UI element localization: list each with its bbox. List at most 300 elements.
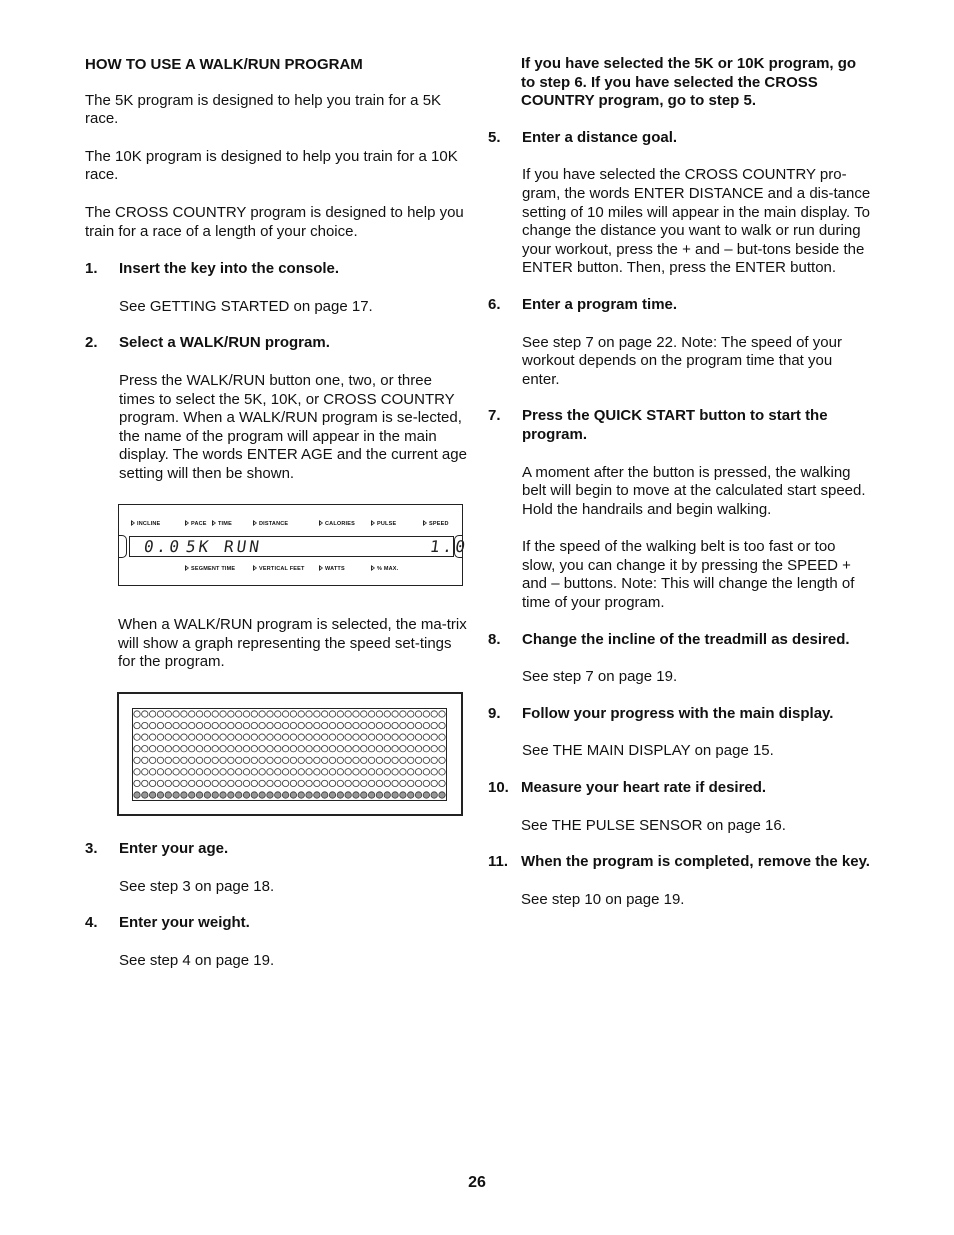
matrix-led bbox=[408, 757, 414, 763]
matrix-led bbox=[243, 780, 249, 786]
step-6 bbox=[488, 296, 873, 315]
matrix-led-lit bbox=[196, 792, 202, 798]
matrix-led bbox=[345, 722, 351, 728]
matrix-led bbox=[235, 722, 241, 728]
matrix-led bbox=[196, 757, 202, 763]
matrix-led bbox=[282, 722, 288, 728]
matrix-led bbox=[361, 757, 367, 763]
matrix-led bbox=[337, 757, 343, 763]
display-label-pace: PACE bbox=[185, 520, 207, 528]
matrix-led bbox=[165, 769, 171, 775]
matrix-led-lit bbox=[204, 792, 210, 798]
matrix-led bbox=[298, 722, 304, 728]
matrix-led bbox=[431, 757, 437, 763]
step-body: See THE MAIN DISPLAY on page 15. bbox=[522, 742, 774, 760]
matrix-led bbox=[235, 757, 241, 763]
intro-5k: The 5K program is designed to help you train for a 5K race. bbox=[85, 91, 442, 128]
matrix-led bbox=[408, 769, 414, 775]
matrix-led bbox=[329, 734, 335, 740]
matrix-led bbox=[134, 769, 140, 775]
display-label-vertical-feet: VERTICAL FEET bbox=[253, 565, 305, 573]
matrix-led-lit bbox=[134, 792, 140, 798]
matrix-led bbox=[282, 780, 288, 786]
matrix-led bbox=[329, 722, 335, 728]
matrix-led bbox=[275, 711, 281, 717]
matrix-led bbox=[361, 746, 367, 752]
matrix-led bbox=[400, 757, 406, 763]
matrix-led bbox=[439, 757, 445, 763]
matrix-led bbox=[290, 711, 296, 717]
matrix-led bbox=[321, 734, 327, 740]
matrix-led bbox=[290, 780, 296, 786]
matrix-led bbox=[400, 746, 406, 752]
display-label-calories: CALORIES bbox=[319, 520, 355, 528]
matrix-led bbox=[165, 757, 171, 763]
matrix-led bbox=[181, 711, 187, 717]
matrix-led bbox=[345, 769, 351, 775]
step-number: 4. bbox=[85, 914, 98, 932]
matrix-led bbox=[259, 734, 265, 740]
matrix-led bbox=[173, 746, 179, 752]
matrix-led-lit bbox=[384, 792, 390, 798]
matrix-led-lit bbox=[157, 792, 163, 798]
matrix-led bbox=[173, 722, 179, 728]
step-title: Follow your progress with the main display. bbox=[522, 704, 834, 722]
matrix-led bbox=[415, 711, 421, 717]
matrix-led bbox=[142, 722, 148, 728]
matrix-led bbox=[181, 757, 187, 763]
matrix-led bbox=[384, 746, 390, 752]
matrix-led bbox=[134, 722, 140, 728]
matrix-led bbox=[243, 722, 249, 728]
matrix-led bbox=[189, 757, 195, 763]
matrix-led bbox=[212, 757, 218, 763]
matrix-led-lit bbox=[376, 792, 382, 798]
matrix-led-lit bbox=[251, 792, 257, 798]
matrix-led bbox=[259, 746, 265, 752]
step-title: Enter a distance goal. bbox=[522, 128, 678, 146]
matrix-led bbox=[353, 722, 359, 728]
matrix-led bbox=[267, 734, 273, 740]
step-title: Measure your heart rate if desired. bbox=[521, 779, 767, 797]
matrix-led-lit bbox=[165, 792, 171, 798]
matrix-led bbox=[392, 711, 398, 717]
matrix-led bbox=[235, 769, 241, 775]
matrix-led bbox=[275, 769, 281, 775]
matrix-led bbox=[321, 711, 327, 717]
matrix-led bbox=[392, 734, 398, 740]
matrix-led bbox=[368, 734, 374, 740]
matrix-led bbox=[259, 780, 265, 786]
matrix-led bbox=[165, 734, 171, 740]
matrix-led bbox=[204, 780, 210, 786]
matrix-led bbox=[165, 722, 171, 728]
step-body: See step 4 on page 19. bbox=[119, 951, 275, 969]
matrix-led bbox=[408, 722, 414, 728]
matrix-led bbox=[157, 769, 163, 775]
matrix-led bbox=[361, 722, 367, 728]
matrix-led bbox=[415, 780, 421, 786]
display-label-distance: DISTANCE bbox=[253, 520, 288, 528]
main-display-figure bbox=[118, 504, 470, 586]
step-1 bbox=[85, 260, 470, 279]
display-label-pulse: PULSE bbox=[371, 520, 396, 528]
matrix-led bbox=[220, 734, 226, 740]
matrix-led bbox=[423, 757, 429, 763]
matrix-led bbox=[439, 746, 445, 752]
step-body: See step 10 on page 19. bbox=[521, 890, 685, 908]
matrix-led bbox=[415, 722, 421, 728]
matrix-led bbox=[173, 780, 179, 786]
matrix-led bbox=[173, 711, 179, 717]
display-label-segment-time: SEGMENT TIME bbox=[185, 565, 235, 573]
matrix-led bbox=[204, 722, 210, 728]
matrix-led-lit bbox=[243, 792, 249, 798]
matrix-led-lit bbox=[306, 792, 312, 798]
matrix-led bbox=[149, 757, 155, 763]
step-title: Press the QUICK START button to start the program. bbox=[522, 407, 828, 443]
step-number: 5. bbox=[488, 128, 501, 146]
step-2 bbox=[85, 334, 470, 353]
matrix-led bbox=[376, 734, 382, 740]
matrix-led bbox=[173, 734, 179, 740]
matrix-led-lit bbox=[314, 792, 320, 798]
step-title: Select a WALK/RUN program. bbox=[119, 334, 330, 352]
matrix-led-lit bbox=[439, 792, 445, 798]
matrix-led bbox=[142, 757, 148, 763]
step-title: Change the incline of the treadmill as desired. bbox=[522, 630, 850, 648]
matrix-led bbox=[384, 711, 390, 717]
matrix-led bbox=[337, 734, 343, 740]
matrix-led bbox=[329, 769, 335, 775]
display-label-incline: INCLINE bbox=[131, 520, 160, 528]
display-label-time: TIME bbox=[212, 520, 232, 528]
matrix-led bbox=[298, 746, 304, 752]
matrix-led-lit bbox=[189, 792, 195, 798]
matrix-led bbox=[134, 757, 140, 763]
matrix-led bbox=[368, 769, 374, 775]
matrix-led bbox=[439, 769, 445, 775]
matrix-led bbox=[384, 722, 390, 728]
matrix-led bbox=[275, 734, 281, 740]
matrix-led bbox=[400, 722, 406, 728]
step-body: Press the WALK/RUN button one, two, or three times to select the 5K, 10K, or CROSS COUNTRY program. When a WALK/RUN program is se-lected, the name of the program will appear in the main display. The words ENTER AGE and the current age setting will then be shown. bbox=[119, 371, 467, 482]
lcd-value-right: 1.0 bbox=[428, 537, 470, 556]
matrix-led bbox=[368, 746, 374, 752]
matrix-led bbox=[267, 711, 273, 717]
matrix-led bbox=[149, 769, 155, 775]
matrix-display-figure bbox=[117, 692, 463, 816]
matrix-led bbox=[392, 757, 398, 763]
matrix-led bbox=[142, 769, 148, 775]
matrix-led bbox=[228, 780, 234, 786]
matrix-led bbox=[212, 769, 218, 775]
matrix-led bbox=[353, 757, 359, 763]
step-3 bbox=[85, 840, 470, 859]
matrix-led bbox=[142, 734, 148, 740]
matrix-led bbox=[321, 722, 327, 728]
matrix-led bbox=[314, 711, 320, 717]
matrix-led bbox=[298, 711, 304, 717]
matrix-led bbox=[439, 722, 445, 728]
matrix-led bbox=[321, 769, 327, 775]
matrix-led bbox=[189, 780, 195, 786]
matrix-led bbox=[321, 746, 327, 752]
matrix-led bbox=[423, 780, 429, 786]
matrix-led bbox=[282, 746, 288, 752]
matrix-led bbox=[149, 780, 155, 786]
matrix-led bbox=[165, 780, 171, 786]
step-body: See step 3 on page 18. bbox=[119, 877, 275, 895]
matrix-led bbox=[189, 746, 195, 752]
matrix-led bbox=[235, 746, 241, 752]
matrix-led bbox=[142, 746, 148, 752]
matrix-led bbox=[408, 780, 414, 786]
matrix-led bbox=[431, 780, 437, 786]
matrix-led bbox=[353, 734, 359, 740]
matrix-led bbox=[189, 722, 195, 728]
matrix-led bbox=[329, 757, 335, 763]
matrix-led-lit bbox=[228, 792, 234, 798]
matrix-led-lit bbox=[337, 792, 343, 798]
matrix-led bbox=[384, 780, 390, 786]
matrix-led bbox=[235, 734, 241, 740]
matrix-led bbox=[204, 746, 210, 752]
matrix-led bbox=[149, 746, 155, 752]
matrix-led bbox=[173, 769, 179, 775]
matrix-led bbox=[181, 746, 187, 752]
matrix-led bbox=[408, 711, 414, 717]
left-column-lower bbox=[85, 840, 470, 970]
matrix-led bbox=[204, 757, 210, 763]
matrix-led bbox=[228, 757, 234, 763]
matrix-led bbox=[243, 734, 249, 740]
matrix-led bbox=[415, 734, 421, 740]
matrix-led bbox=[439, 780, 445, 786]
matrix-led bbox=[157, 780, 163, 786]
display-label-percent-max: % MAX. bbox=[371, 565, 398, 573]
matrix-led bbox=[235, 711, 241, 717]
matrix-led bbox=[431, 746, 437, 752]
matrix-led bbox=[220, 711, 226, 717]
matrix-led bbox=[306, 769, 312, 775]
matrix-led bbox=[142, 711, 148, 717]
matrix-led bbox=[314, 757, 320, 763]
matrix-led bbox=[243, 746, 249, 752]
matrix-led bbox=[212, 734, 218, 740]
matrix-led bbox=[314, 769, 320, 775]
matrix-led bbox=[368, 757, 374, 763]
matrix-led bbox=[251, 769, 257, 775]
matrix-led bbox=[361, 769, 367, 775]
matrix-led bbox=[306, 711, 312, 717]
step-body: If you have selected the CROSS COUNTRY pro-gram, the words ENTER DISTANCE and a dis-tance setting of 10 miles will appear in the main display. To change the distance you want to walk or run during your workout, press the + and – but-tons beside the ENTER button. Then, press the ENTER button. bbox=[522, 166, 871, 277]
lcd-screen bbox=[129, 536, 470, 557]
intro-cross-country: The CROSS COUNTRY program is designed to help you train for a race of a length of your choice. bbox=[85, 203, 464, 240]
matrix-led bbox=[267, 722, 273, 728]
matrix-led bbox=[329, 780, 335, 786]
matrix-led bbox=[298, 734, 304, 740]
matrix-led bbox=[384, 769, 390, 775]
matrix-led bbox=[290, 757, 296, 763]
matrix-led bbox=[431, 711, 437, 717]
matrix-led bbox=[181, 780, 187, 786]
matrix-led bbox=[157, 734, 163, 740]
matrix-led bbox=[376, 769, 382, 775]
matrix-led bbox=[353, 769, 359, 775]
matrix-led bbox=[306, 780, 312, 786]
matrix-led bbox=[196, 711, 202, 717]
matrix-led bbox=[306, 734, 312, 740]
matrix-led bbox=[290, 734, 296, 740]
matrix-led bbox=[423, 711, 429, 717]
matrix-led bbox=[251, 746, 257, 752]
matrix-led bbox=[196, 734, 202, 740]
matrix-led bbox=[314, 780, 320, 786]
matrix-led bbox=[228, 769, 234, 775]
matrix-led bbox=[157, 711, 163, 717]
step-number: 10. bbox=[488, 779, 509, 797]
matrix-led bbox=[290, 722, 296, 728]
matrix-led bbox=[368, 780, 374, 786]
step-11 bbox=[488, 853, 873, 872]
matrix-led-lit bbox=[353, 792, 359, 798]
matrix-led bbox=[321, 780, 327, 786]
matrix-led bbox=[251, 722, 257, 728]
matrix-led bbox=[212, 746, 218, 752]
step-number: 7. bbox=[488, 407, 501, 425]
step-7 bbox=[488, 407, 873, 444]
matrix-led-lit bbox=[259, 792, 265, 798]
matrix-led bbox=[392, 746, 398, 752]
matrix-led bbox=[196, 780, 202, 786]
matrix-led bbox=[134, 734, 140, 740]
matrix-led bbox=[134, 746, 140, 752]
matrix-led bbox=[275, 757, 281, 763]
intro-10k: The 10K program is designed to help you train for a 10K race. bbox=[85, 147, 458, 184]
step-title: Enter a program time. bbox=[522, 295, 678, 313]
matrix-led-lit bbox=[173, 792, 179, 798]
lcd-right-bracket bbox=[454, 535, 462, 558]
display-label-speed: SPEED bbox=[423, 520, 449, 528]
step-number: 1. bbox=[85, 260, 98, 278]
matrix-led-lit bbox=[431, 792, 437, 798]
matrix-led bbox=[220, 722, 226, 728]
matrix-led-lit bbox=[368, 792, 374, 798]
matrix-led bbox=[400, 769, 406, 775]
lcd-left-bracket bbox=[119, 535, 127, 558]
matrix-led bbox=[431, 734, 437, 740]
matrix-led bbox=[298, 769, 304, 775]
matrix-led-lit bbox=[321, 792, 327, 798]
matrix-led-lit bbox=[345, 792, 351, 798]
matrix-led bbox=[243, 757, 249, 763]
matrix-led bbox=[181, 722, 187, 728]
matrix-led bbox=[353, 711, 359, 717]
step-body: See step 7 on page 22. Note: The speed of your workout depends on the program time that you enter. bbox=[522, 333, 842, 388]
step-number: 2. bbox=[85, 334, 98, 352]
matrix-led bbox=[345, 780, 351, 786]
matrix-led bbox=[267, 746, 273, 752]
step-body: See GETTING STARTED on page 17. bbox=[119, 297, 373, 315]
matrix-led-lit bbox=[361, 792, 367, 798]
matrix-led bbox=[157, 757, 163, 763]
matrix-led bbox=[275, 746, 281, 752]
matrix-led bbox=[204, 769, 210, 775]
matrix-led bbox=[376, 746, 382, 752]
matrix-led bbox=[298, 780, 304, 786]
matrix-led bbox=[189, 769, 195, 775]
matrix-led bbox=[282, 769, 288, 775]
matrix-led bbox=[134, 711, 140, 717]
section-heading: HOW TO USE A WALK/RUN PROGRAM bbox=[85, 56, 363, 73]
step-number: 11. bbox=[488, 853, 509, 871]
matrix-led-lit bbox=[400, 792, 406, 798]
matrix-led bbox=[290, 769, 296, 775]
matrix-led bbox=[376, 757, 382, 763]
matrix-led bbox=[376, 722, 382, 728]
matrix-led bbox=[290, 746, 296, 752]
matrix-description: When a WALK/RUN program is selected, the ma-trix will show a graph representing the speed set-tings for the program. bbox=[118, 616, 467, 671]
matrix-led-lit bbox=[220, 792, 226, 798]
step-number: 8. bbox=[488, 630, 501, 648]
matrix-led bbox=[243, 711, 249, 717]
matrix-led bbox=[431, 769, 437, 775]
matrix-led bbox=[204, 734, 210, 740]
matrix-led-lit bbox=[298, 792, 304, 798]
matrix-led-lit bbox=[329, 792, 335, 798]
matrix-led bbox=[251, 780, 257, 786]
matrix-led bbox=[368, 722, 374, 728]
matrix-led bbox=[149, 734, 155, 740]
matrix-led bbox=[228, 722, 234, 728]
matrix-led bbox=[251, 734, 257, 740]
matrix-led bbox=[204, 711, 210, 717]
matrix-led bbox=[149, 711, 155, 717]
step-8 bbox=[488, 631, 873, 650]
matrix-led bbox=[259, 769, 265, 775]
matrix-led bbox=[337, 769, 343, 775]
matrix-led bbox=[267, 769, 273, 775]
matrix-led bbox=[212, 780, 218, 786]
matrix-led bbox=[439, 734, 445, 740]
matrix-led bbox=[376, 711, 382, 717]
matrix-led bbox=[228, 746, 234, 752]
matrix-led bbox=[384, 757, 390, 763]
lcd-value-left: 0.0 bbox=[142, 537, 184, 556]
matrix-led bbox=[408, 734, 414, 740]
matrix-led bbox=[314, 722, 320, 728]
matrix-led bbox=[376, 780, 382, 786]
step-9 bbox=[488, 705, 873, 724]
matrix-led bbox=[408, 746, 414, 752]
matrix-led-lit bbox=[282, 792, 288, 798]
step-body-continued: If the speed of the walking belt is too fast or too slow, you can change it by pressing the SPEED + and – buttons. Note: This will change the length of time of your program. bbox=[522, 538, 855, 612]
matrix-led bbox=[384, 734, 390, 740]
matrix-led bbox=[314, 746, 320, 752]
matrix-led bbox=[220, 757, 226, 763]
matrix-led bbox=[275, 780, 281, 786]
matrix-led bbox=[275, 722, 281, 728]
right-column bbox=[488, 54, 873, 909]
matrix-led bbox=[423, 746, 429, 752]
matrix-led-lit bbox=[142, 792, 148, 798]
matrix-led bbox=[282, 757, 288, 763]
step-title: Enter your weight. bbox=[119, 914, 250, 932]
matrix-led bbox=[157, 746, 163, 752]
matrix-led bbox=[337, 711, 343, 717]
matrix-led bbox=[220, 780, 226, 786]
